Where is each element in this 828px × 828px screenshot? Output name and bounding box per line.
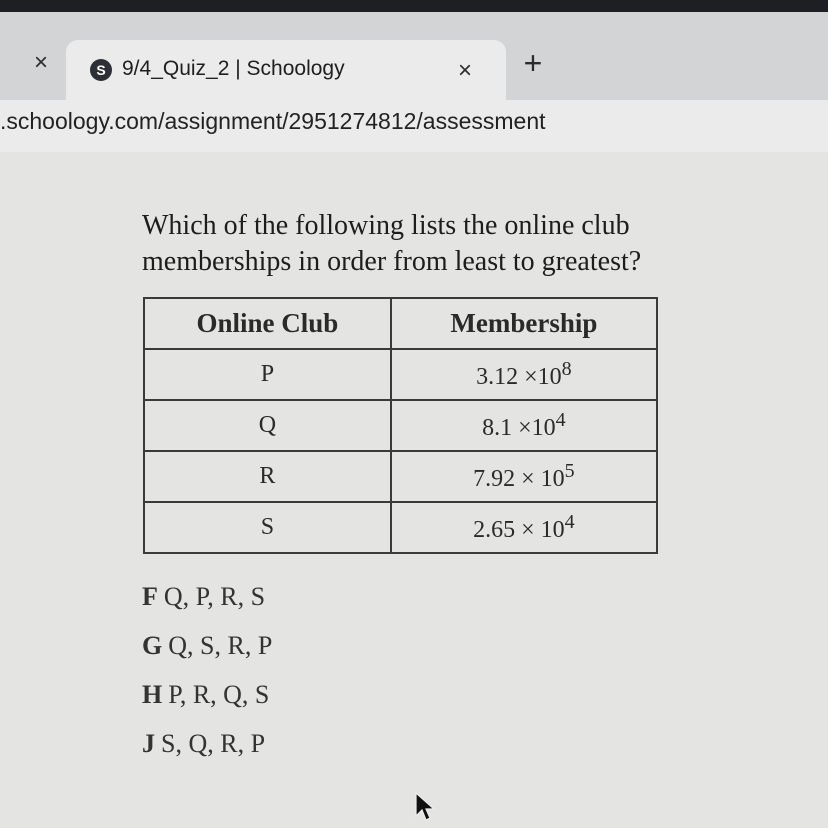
club-cell: P (144, 349, 391, 400)
table-header-row (144, 298, 657, 349)
column-header-online-club: Online Club (144, 298, 391, 349)
answer-choice-j[interactable] (142, 719, 272, 768)
membership-cell (391, 349, 657, 400)
column-header-membership: Membership (391, 298, 657, 349)
schoology-favicon-icon: S (90, 59, 112, 81)
choice-text: Q, S, R, P (168, 631, 273, 660)
membership-exponent: 8 (561, 358, 572, 380)
answer-choice-g[interactable] (142, 621, 272, 670)
assessment-page (0, 152, 828, 828)
previous-tab-close-icon[interactable]: × (33, 49, 48, 76)
club-cell: R (144, 451, 391, 502)
membership-coefficient: 3.12 ×10 (476, 364, 562, 390)
membership-exponent: 4 (555, 409, 566, 431)
choice-letter: F (142, 582, 158, 611)
table-row (144, 502, 657, 553)
membership-coefficient: 8.1 ×10 (482, 415, 556, 441)
choice-letter: J (142, 729, 155, 758)
active-tab[interactable] (66, 40, 506, 100)
membership-cell (391, 400, 657, 451)
membership-table (143, 297, 658, 554)
membership-cell (391, 502, 657, 553)
table-row (144, 349, 657, 400)
table-row (144, 451, 657, 502)
membership-exponent: 4 (564, 511, 575, 533)
address-bar[interactable] (0, 100, 828, 152)
answer-choices (142, 572, 272, 768)
window-top-edge (0, 0, 828, 12)
club-cell: S (144, 502, 391, 553)
membership-coefficient: 2.65 × 10 (473, 517, 565, 543)
table-row (144, 400, 657, 451)
club-cell: Q (144, 400, 391, 451)
membership-exponent: 5 (564, 460, 575, 482)
membership-cell (391, 451, 657, 502)
tab-close-icon[interactable]: × (457, 57, 472, 84)
tab-title: 9/4_Quiz_2 | Schoology (122, 57, 345, 80)
tab-strip (0, 12, 828, 100)
answer-choice-f[interactable] (142, 572, 272, 621)
url-text[interactable]: .schoology.com/assignment/2951274812/assessment (0, 108, 546, 134)
new-tab-button[interactable]: + (523, 45, 543, 81)
choice-letter: G (142, 631, 163, 660)
mouse-pointer-icon (414, 792, 436, 822)
choice-text: S, Q, R, P (161, 729, 266, 758)
membership-coefficient: 7.92 × 10 (473, 466, 565, 492)
answer-choice-h[interactable] (142, 670, 272, 719)
choice-letter: H (142, 680, 163, 709)
choice-text: P, R, Q, S (168, 680, 270, 709)
choice-text: Q, P, R, S (163, 582, 266, 611)
question-text: Which of the following lists the online club memberships in order from least to greatest? (142, 210, 642, 277)
